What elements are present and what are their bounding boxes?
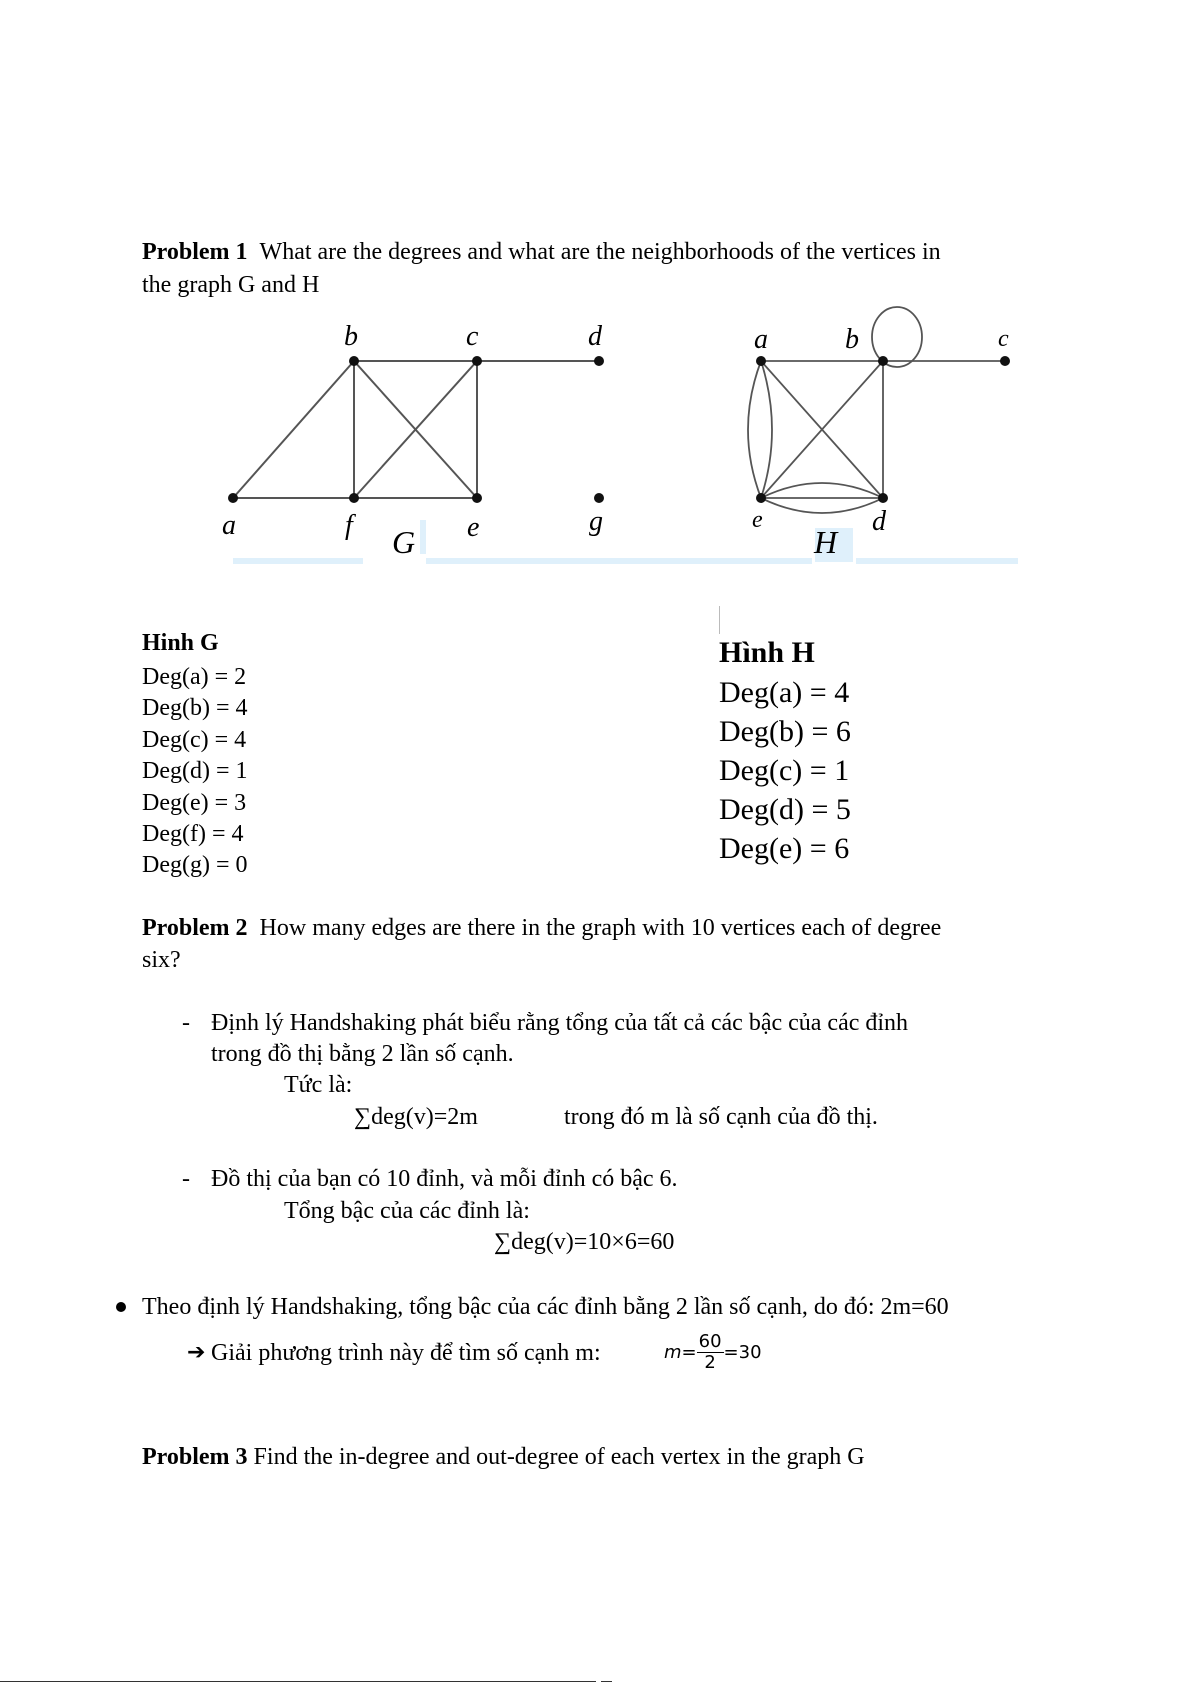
highlight-bar [420,520,426,554]
graph-g-edges [233,361,599,498]
hinh-h-title: Hình H [719,636,815,669]
deg-line: Deg(d) = 1 [142,758,248,784]
item1-line1: Định lý Handshaking phát biểu rằng tổng của tất cả các bậc của các đỉnh [211,1010,909,1036]
vertex-label: c [466,321,479,352]
fraction [697,1332,724,1373]
footer-rule [0,1681,596,1682]
problem-label: Problem 3 [142,1444,248,1470]
problem2-heading [142,913,941,943]
graph-h-edges [748,307,1005,513]
problem2-text-line2: six? [142,947,181,973]
deg-line: Deg(c) = 4 [142,727,247,753]
graph-vertices [228,356,1010,503]
formula-note: trong đó m là số cạnh của đồ thị. [564,1104,878,1130]
highlight-bar [856,558,1018,564]
problem-label: Problem 2 [142,915,248,941]
problem-text: Find the in-degree and out-degree of each vertex in the graph G [253,1444,865,1470]
hinh-g-title: Hinh G [142,630,219,656]
item1-line2: trong đồ thị bằng 2 lần số cạnh. [211,1041,514,1067]
vertex-label: e [752,507,763,533]
vertex-label: d [872,506,886,537]
dash-marker: - [182,1166,190,1192]
problem-text: What are the degrees and what are the neighborhoods of the vertices in [259,239,941,265]
problem-text: How many edges are there in the graph with 10 vertices each of degree [259,915,942,941]
deg-line: Deg(g) = 0 [142,852,248,878]
deg-line: Deg(a) = 4 [719,676,850,709]
deg-line: Deg(e) = 3 [142,790,247,816]
problem3-heading [142,1442,865,1472]
vertex-label: f [345,510,353,541]
vertex-label: g [589,506,603,537]
vertex-label: b [344,321,358,352]
divider [719,606,720,634]
dash-marker: - [182,1010,190,1036]
vertex-label: e [467,512,480,543]
graph-g-title: G [392,524,416,560]
item2-line1: Đồ thị của bạn có 10 đỉnh, và mỗi đỉnh có bậc 6. [211,1166,678,1192]
fraction-formula [664,1327,762,1377]
problem-label: Problem 1 [142,239,248,265]
denominator: 2 [704,1351,716,1373]
vertex-label: d [588,321,602,352]
bullet-text: Theo định lý Handshaking, tổng bậc của các đỉnh bằng 2 lần số cạnh, do đó: 2m=60 [142,1294,949,1320]
formula: ∑deg(v)=10×6=60 [494,1229,675,1255]
deg-line: Deg(c) = 1 [719,754,850,787]
bullet-icon [116,1302,126,1312]
vertex-label: a [754,324,768,355]
problem1-text-line2: the graph G and H [142,272,320,298]
vertex-labels [222,321,1009,560]
numerator: 60 [698,1330,722,1352]
deg-line: Deg(b) = 6 [719,715,851,748]
deg-line: Deg(a) = 2 [142,664,247,690]
vertex-label: c [998,326,1009,352]
footer-rule-dash [601,1681,612,1682]
highlight-bar [233,558,363,564]
vertex-label: b [845,324,859,355]
arrow-right-icon: ➔ [187,1340,206,1365]
deg-line: Deg(b) = 4 [142,695,248,721]
formula: ∑deg(v)=2m [354,1104,478,1130]
deg-line: Deg(d) = 5 [719,793,851,826]
deg-line: Deg(e) = 6 [719,832,850,865]
m-equals: m= [664,1341,697,1363]
graph-h-title: H [814,524,838,560]
arrow-text: Giải phương trình này để tìm số cạnh m: [211,1340,601,1366]
graph-figure [0,0,1191,600]
result: =30 [723,1341,762,1363]
vertex-label: a [222,510,236,541]
highlight-bar [426,558,812,564]
item1-sub: Tức là: [284,1072,353,1098]
deg-line: Deg(f) = 4 [142,821,244,847]
item2-sub: Tổng bậc của các đỉnh là: [284,1198,530,1224]
